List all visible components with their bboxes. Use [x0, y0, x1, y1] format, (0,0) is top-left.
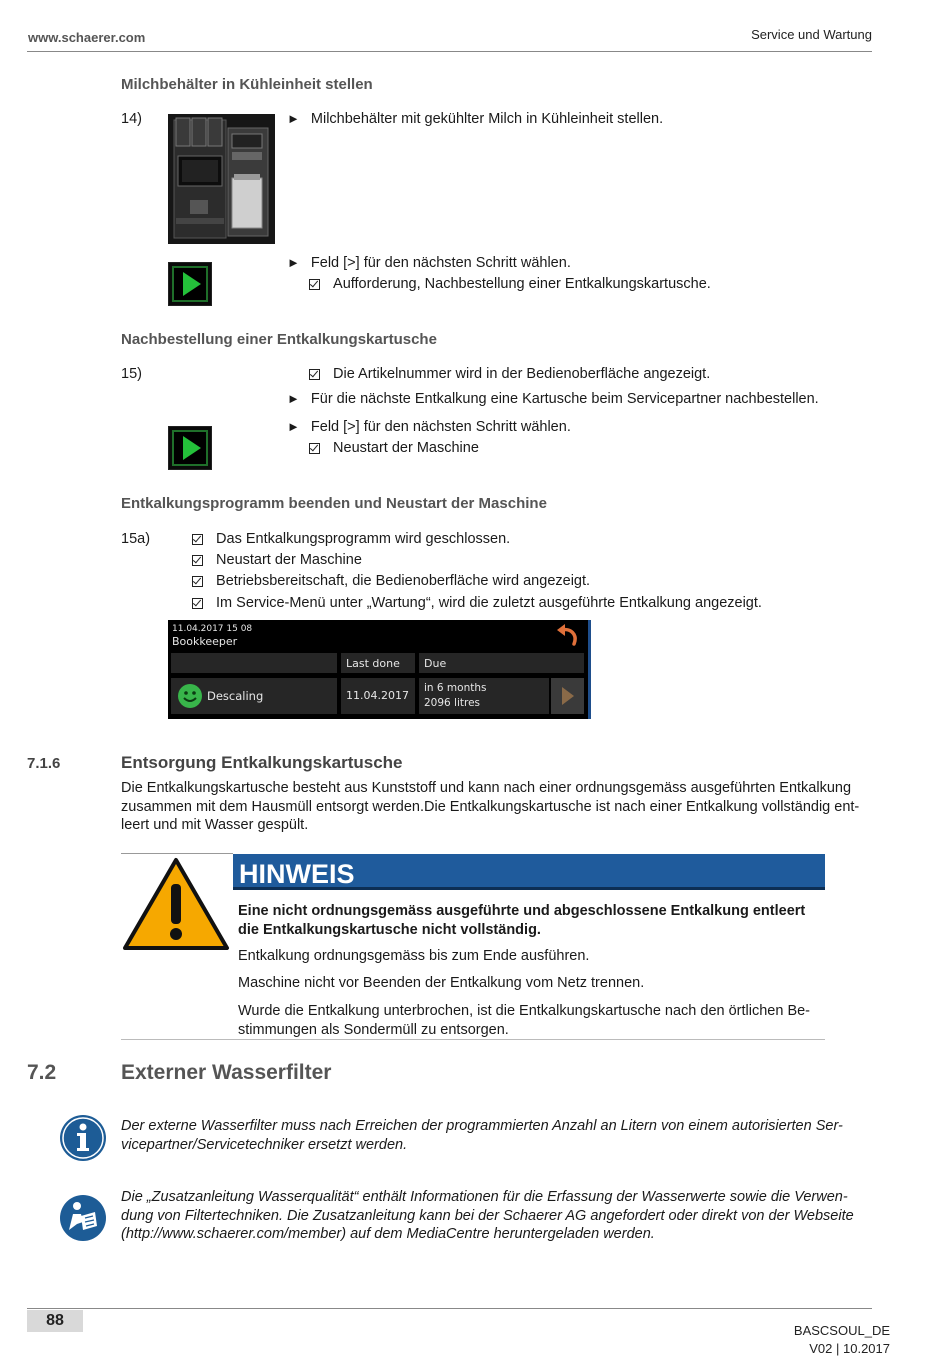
result-text: Im Service-Menü unter „Wartung“, wird die zuletzt ausgeführte Entkalkung angezeigt.: [216, 595, 762, 611]
instruction-text: Für die nächste Entkalkung eine Kartusche beim Servicepartner nachbestellen.: [310, 391, 819, 407]
section-number: 7.2: [27, 1061, 57, 1084]
due-months: in 6 months: [424, 682, 487, 694]
notice-bold: Eine nicht ordnungsgemäss ausgeführte und abgeschlossene Entkalkung entleert die Entkalkungskartusche nicht vollständig.: [238, 903, 806, 938]
arrow-bullet-icon: ►: [287, 111, 300, 126]
section-paragraph: Die Entkalkungskartusche besteht aus Kunststoff und kann nach einer ordnungsgemäss ausgeführten Entkalkung zusammen mit dem Hausmüll entsorgt werden.Die Entkalkungskartusche ist nach einer Entkalkung vollständig ent- leert und mit Wasser gespült.: [121, 780, 860, 833]
due-litres: 2096 litres: [424, 697, 481, 709]
row-next-button[interactable]: [551, 678, 584, 714]
col-last-done: Last done: [341, 653, 415, 673]
machine-image: [168, 114, 275, 244]
chevron-right-icon: [562, 687, 574, 705]
footer-divider: [27, 1308, 872, 1309]
header-blank-cell: [171, 653, 337, 673]
doc-version: V02 | 10.2017: [809, 1341, 890, 1356]
section-title: Entsorgung Entkalkungskartusche: [121, 753, 403, 772]
notice-text: Entkalkung ordnungsgemäss bis zum Ende ausführen.: [238, 948, 590, 964]
result-text: Die Artikelnummer wird in der Bedienoberfläche angezeigt.: [333, 366, 711, 382]
notice-top-rule: [121, 853, 233, 854]
col-due: Due: [419, 653, 584, 673]
screen-datetime: 11.04.2017 15 08: [172, 624, 253, 634]
checkbox-icon: [192, 534, 203, 545]
section-number: 7.1.6: [27, 755, 61, 772]
descaling-label: Descaling: [207, 689, 264, 703]
instruction-text: Milchbehälter mit gekühlter Milch in Kühleinheit stellen.: [310, 111, 664, 127]
step-14: 14): [121, 111, 142, 127]
result-text: Neustart der Maschine: [216, 552, 362, 568]
result-text: Betriebsbereitschaft, die Bedienoberfläche wird angezeigt.: [216, 573, 591, 589]
checkbox-icon: [309, 443, 320, 454]
checkbox-icon: [309, 279, 320, 290]
back-arrow-icon[interactable]: [554, 622, 580, 648]
bookkeeper-screen: [168, 620, 591, 719]
play-icon: [183, 436, 201, 460]
result-text: Das Entkalkungsprogramm wird geschlossen.: [216, 531, 511, 547]
checkbox-icon: [192, 555, 203, 566]
header-divider: [27, 51, 872, 52]
section-title: Externer Wasserfilter: [121, 1061, 332, 1084]
notice-bottom-rule: [121, 1039, 825, 1040]
due-info: [419, 678, 549, 714]
descaling-row[interactable]: [171, 678, 337, 714]
notice-label: HINWEIS: [233, 854, 825, 890]
block3-heading: Entkalkungsprogramm beenden und Neustart der Maschine: [121, 495, 547, 512]
result-text: Neustart der Maschine: [333, 440, 479, 456]
warning-icon: [121, 856, 231, 952]
step-15a: 15a): [121, 531, 151, 547]
checkbox-icon: [192, 576, 203, 587]
arrow-bullet-icon: ►: [287, 391, 300, 406]
checkbox-icon: [192, 598, 203, 609]
screen-edge: [588, 620, 591, 719]
coffee-machine-illustration: [168, 114, 275, 244]
info-text: Die „Zusatzanleitung Wasserqualität“ enthält Informationen für die Erfassung der Wasserwerte sowie die Verwen- dung von Filtertechniken. Die Zusatzanleitung kann bei der Schaerer AG angefordert oder direkt von der Webseite (http://www.schaerer.com/member) auf dem MediaCentre heruntergeladen werden.: [121, 1189, 854, 1242]
section-name: Service und Wartung: [751, 27, 872, 42]
step-15: 15): [121, 366, 142, 382]
last-done-date: 11.04.2017: [341, 678, 415, 714]
screen-title: Bookkeeper: [172, 635, 238, 648]
next-step-button[interactable]: [168, 262, 212, 306]
info-text: Der externe Wasserfilter muss nach Erreichen der programmierten Anzahl an Litern von einem autorisierten Ser- vicepartner/Servicetechniker ersetzt werden.: [121, 1118, 843, 1153]
notice-text: Wurde die Entkalkung unterbrochen, ist die Entkalkungskartusche nach den örtlichen Be- stimmungen als Sondermüll zu entsorgen.: [238, 1003, 811, 1038]
instruction-text: Feld [>] für den nächsten Schritt wählen.: [310, 255, 571, 271]
block1-heading: Milchbehälter in Kühleinheit stellen: [121, 76, 373, 93]
next-step-button[interactable]: [168, 426, 212, 470]
instruction-text: Feld [>] für den nächsten Schritt wählen.: [310, 419, 571, 435]
checkbox-icon: [309, 369, 320, 380]
block2-heading: Nachbestellung einer Entkalkungskartusche: [121, 331, 437, 348]
read-manual-icon: [59, 1194, 107, 1242]
info-icon: [59, 1114, 107, 1162]
smiley-icon: [177, 683, 203, 709]
arrow-bullet-icon: ►: [287, 255, 300, 270]
page-number: 88: [27, 1310, 83, 1332]
result-text: Aufforderung, Nachbestellung einer Entkalkungskartusche.: [333, 276, 711, 292]
arrow-bullet-icon: ►: [287, 419, 300, 434]
notice-text: Maschine nicht vor Beenden der Entkalkung vom Netz trennen.: [238, 975, 645, 991]
doc-id: BASCSOUL_DE: [793, 1323, 890, 1338]
play-icon: [183, 272, 201, 296]
website-url: www.schaerer.com: [28, 30, 146, 45]
